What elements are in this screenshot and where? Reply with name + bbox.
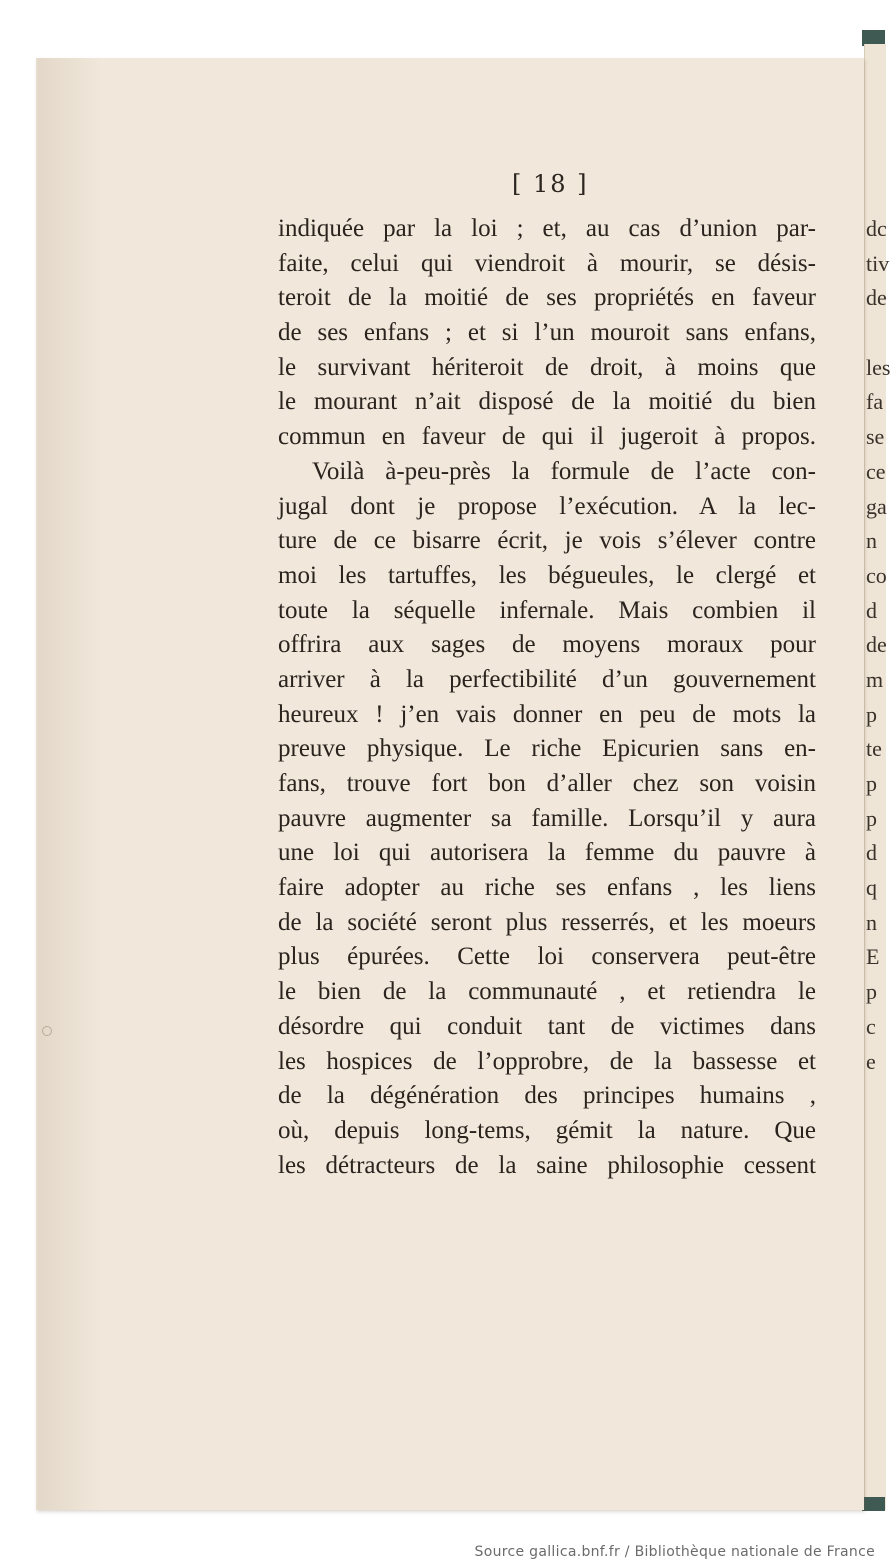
facing-page-fragment: q bbox=[866, 875, 877, 901]
facing-page-fragment: E bbox=[866, 944, 880, 970]
facing-page-fragment: les bbox=[866, 354, 890, 380]
text-line: indiquée par la loi ; et, au cas d’union par- bbox=[278, 215, 816, 242]
text-line: commun en faveur de qui il jugeroit à propos. bbox=[278, 423, 816, 451]
facing-page-fragment: d bbox=[866, 597, 877, 623]
text-line: les détracteurs de la saine philosophie cessent bbox=[278, 1151, 816, 1179]
text-line: une loi qui autorisera la femme du pauvre à bbox=[278, 839, 816, 867]
page-gutter-shade bbox=[38, 58, 102, 1510]
facing-page-fragment: ga bbox=[866, 493, 887, 519]
text-line: moi les tartuffes, les bégueules, le clergé et bbox=[278, 561, 816, 589]
text-line: faire adopter au riche ses enfans , les liens bbox=[278, 874, 816, 902]
binding-edge bbox=[862, 1497, 885, 1511]
page-number: [ 18 ] bbox=[512, 170, 589, 198]
text-line: jugal dont je propose l’exécution. A la lec- bbox=[278, 492, 816, 520]
text-line: arriver à la perfectibilité d’un gouvernement bbox=[278, 665, 816, 693]
text-line: faite, celui qui viendroit à mourir, se désis- bbox=[278, 249, 816, 277]
facing-page-fragment: c bbox=[866, 1013, 876, 1039]
facing-page-fragment: p bbox=[866, 979, 877, 1005]
facing-page-fragment: tiv bbox=[866, 250, 890, 276]
facing-page-fragment: ce bbox=[866, 458, 886, 484]
facing-page-fragment: dc bbox=[866, 216, 887, 241]
facing-page-fragment: n bbox=[866, 909, 877, 935]
facing-page-fragment: n bbox=[866, 528, 877, 554]
facing-page-fragment: fa bbox=[866, 389, 884, 415]
text-line: de ses enfans ; et si l’un mouroit sans enfans, bbox=[278, 319, 816, 347]
facing-page-fragment: e bbox=[866, 1048, 876, 1074]
body-text bbox=[278, 212, 816, 1183]
facing-page-text bbox=[866, 212, 890, 1079]
text-line: toute la séquelle infernale. Mais combien il bbox=[278, 596, 816, 624]
text-line: heureux ! j’en vais donner en peu de mots la bbox=[278, 700, 816, 728]
source-credit: Source gallica.bnf.fr / Bibliothèque nationale de France bbox=[474, 1544, 875, 1560]
facing-page-fragment: de bbox=[866, 632, 887, 658]
text-line: plus épurées. Cette loi conservera peut-être bbox=[278, 943, 816, 971]
facing-page-fragment: m bbox=[866, 666, 884, 692]
text-line: preuve physique. Le riche Epicurien sans en- bbox=[278, 735, 816, 763]
text-line: fans, trouve fort bon d’aller chez son voisin bbox=[278, 770, 816, 797]
text-line: les hospices de l’opprobre, de la bassesse et bbox=[278, 1047, 816, 1075]
text-line: ture de ce bisarre écrit, je vois s’élever contre bbox=[278, 527, 816, 555]
text-line: le survivant hériteroit de droit, à moins que bbox=[278, 353, 816, 381]
facing-page-fragment bbox=[866, 316, 885, 351]
paper-mark bbox=[42, 1026, 52, 1036]
facing-page-fragment: co bbox=[866, 562, 887, 588]
text-line: de la société seront plus resserrés, et les moeurs bbox=[278, 908, 816, 936]
text-line: pauvre augmenter sa famille. Lorsqu’il y aura bbox=[278, 804, 816, 832]
facing-page-fragment: de bbox=[866, 285, 887, 311]
text-line: de la dégénération des principes humains , bbox=[278, 1082, 816, 1110]
facing-page-fragment: p bbox=[866, 771, 877, 796]
text-line: le mourant n’ait disposé de la moitié du bien bbox=[278, 388, 816, 416]
text-line: où, depuis long-tems, gémit la nature. Que bbox=[278, 1116, 816, 1144]
facing-page-fragment: p bbox=[866, 805, 877, 831]
text-line: teroit de la moitié de ses propriétés en faveur bbox=[278, 284, 816, 312]
text-line: le bien de la communauté , et retiendra le bbox=[278, 978, 816, 1006]
facing-page-fragment: d bbox=[866, 840, 877, 866]
facing-page-fragment: p bbox=[866, 701, 877, 727]
facing-page-fragment: te bbox=[866, 736, 882, 762]
text-line: offrira aux sages de moyens moraux pour bbox=[278, 631, 816, 659]
facing-page-fragment: se bbox=[866, 424, 885, 450]
text-line: Voilà à-peu-près la formule de l’acte con- bbox=[312, 457, 816, 485]
text-line: désordre qui conduit tant de victimes dans bbox=[278, 1012, 816, 1040]
